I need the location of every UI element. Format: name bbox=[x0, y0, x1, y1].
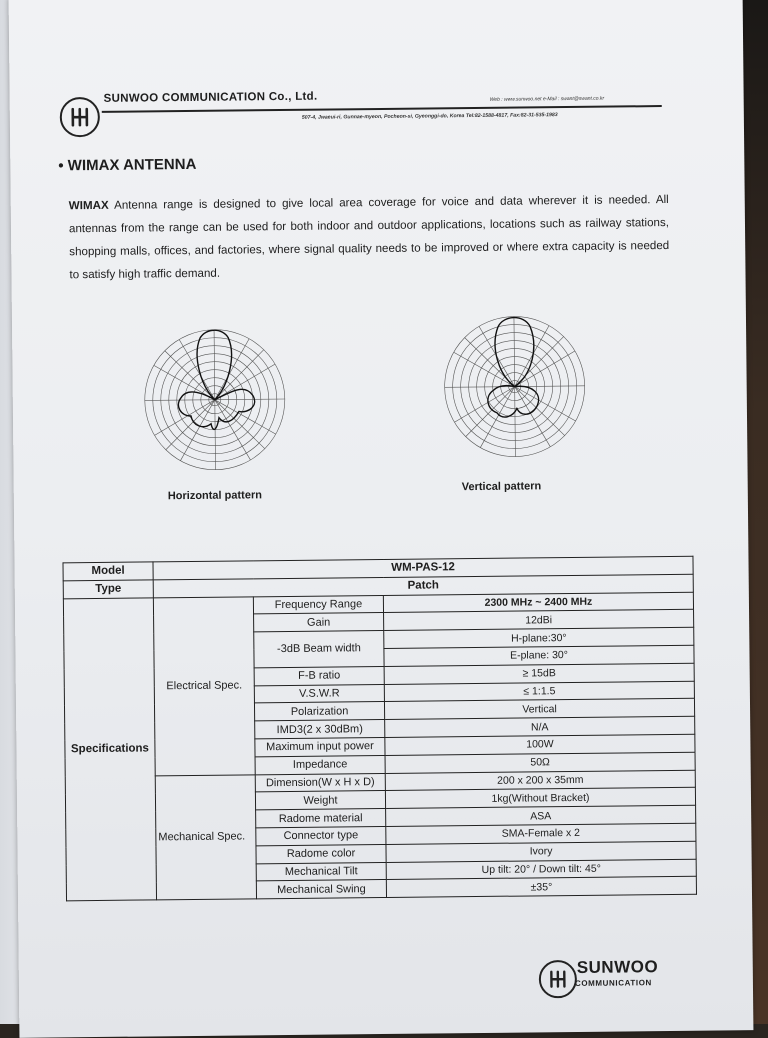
value-cell: 50Ω bbox=[385, 752, 695, 773]
param-cell: Frequency Range bbox=[253, 595, 383, 614]
param-cell: Weight bbox=[255, 791, 385, 810]
param-cell: V.S.W.R bbox=[254, 684, 384, 703]
value-cell: 100W bbox=[385, 734, 695, 755]
param-cell: Dimension(W x H x D) bbox=[255, 773, 385, 792]
value-cell: Up tilt: 20° / Down tilt: 45° bbox=[386, 859, 696, 880]
value-cell: 1kg(Without Bracket) bbox=[385, 788, 695, 809]
value-cell: 12dBi bbox=[384, 610, 694, 631]
value-cell: H-plane:30° bbox=[384, 627, 694, 648]
company-name: SUNWOO COMMUNICATION Co., Ltd. bbox=[103, 90, 318, 105]
type-label: Type bbox=[63, 580, 153, 599]
horizontal-pattern-diagram bbox=[140, 325, 290, 475]
intro-text: Antenna range is designed to give local area coverage for voice and data wherever it is needed. All antennas from the range can be used for both indoor and outdoor applications, locations such as railway stations, shopping malls, offices, and factories, where signal quality needs to be improved or where extra capacity is needed to satisfy high traffic demand. bbox=[68, 192, 670, 282]
param-cell: Radome color bbox=[256, 844, 386, 863]
model-value: WM-PAS-12 bbox=[153, 556, 693, 579]
value-cell: Vertical bbox=[384, 699, 694, 720]
intro-bold-word: WIMAX bbox=[68, 198, 109, 213]
param-cell: IMD3(2 x 30dBm) bbox=[255, 720, 385, 739]
electrical-spec-label: Electrical Spec. bbox=[153, 596, 255, 775]
value-cell: E-plane: 30° bbox=[384, 645, 694, 666]
header-divider bbox=[102, 105, 662, 113]
value-cell: SMA-Female x 2 bbox=[386, 823, 696, 844]
spec-table bbox=[62, 556, 697, 902]
param-cell: Mechanical Tilt bbox=[256, 862, 386, 881]
mechanical-spec-label: Mechanical Spec. bbox=[155, 774, 256, 900]
section-title-text: WIMAX ANTENNA bbox=[67, 155, 197, 175]
value-cell: ASA bbox=[386, 805, 696, 826]
param-cell: Connector type bbox=[256, 826, 386, 845]
param-cell: Gain bbox=[254, 613, 384, 632]
value-cell: ≤ 1:1.5 bbox=[384, 681, 694, 702]
value-cell: ±35° bbox=[386, 877, 696, 898]
horizontal-pattern-label: Horizontal pattern bbox=[167, 489, 262, 503]
value-cell: Ivory bbox=[386, 841, 696, 862]
value-cell: 2300 MHz ~ 2400 MHz bbox=[383, 592, 693, 613]
model-label: Model bbox=[63, 562, 153, 581]
param-cell: Impedance bbox=[255, 755, 385, 774]
vertical-pattern-label: Vertical pattern bbox=[461, 480, 542, 494]
param-cell: Maximum input power bbox=[255, 737, 385, 756]
value-cell: ≥ 15dB bbox=[384, 663, 694, 684]
param-cell: F-B ratio bbox=[254, 666, 384, 685]
param-cell: -3dB Beam width bbox=[254, 631, 384, 668]
document-sheet bbox=[9, 0, 754, 1038]
footer-brand-sub: COMMUNICATION bbox=[574, 978, 652, 988]
param-cell: Polarization bbox=[254, 702, 384, 721]
type-value: Patch bbox=[153, 574, 693, 597]
intro-paragraph bbox=[69, 188, 670, 286]
footer-brand-name: SUNWOO bbox=[576, 957, 659, 977]
vertical-pattern-diagram bbox=[440, 312, 590, 462]
footer-logo-icon bbox=[539, 960, 577, 998]
param-cell: Mechanical Swing bbox=[256, 880, 386, 899]
value-cell: 200 x 200 x 35mm bbox=[385, 770, 695, 791]
contact-info: Web : www.sunwoo.net e-Mail : swant@swant.co.kr bbox=[489, 95, 605, 103]
param-cell: Radome material bbox=[256, 809, 386, 828]
company-address: 507-4, Jwaeui-ri, Gunnae-myeon, Pocheon-si, Gyeonggi-do, Korea Tel:82-1588-4817, Fax:82-31-535-1983 bbox=[301, 112, 558, 121]
section-title: • WIMAX ANTENNA bbox=[58, 155, 197, 175]
specifications-label: Specifications bbox=[63, 597, 156, 900]
value-cell: N/A bbox=[385, 716, 695, 737]
sunwoo-logo-icon bbox=[60, 97, 100, 137]
